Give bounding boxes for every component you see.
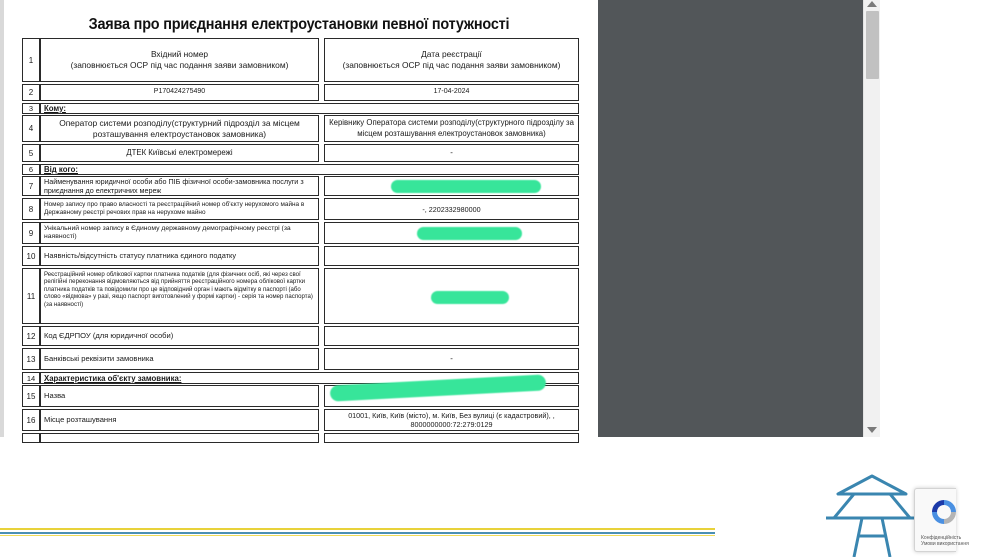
location-value: 01001, Київ, Київ (місто), м. Київ, Без вулиці (є кадастровий), , 8000000000:72:279:0129 <box>324 409 579 431</box>
document-title: Заява про приєднання електроустановки певної потужності <box>88 16 510 33</box>
demographic-register-value <box>324 222 579 244</box>
redaction-mark <box>391 180 541 193</box>
section-heading-from: Від кого: <box>40 164 579 175</box>
table-row <box>22 348 579 370</box>
incoming-number-header: Вхідний номер (заповнюється ОСР під час подання заяви замовником) <box>40 38 319 82</box>
object-name-label: Назва <box>40 385 319 407</box>
table-row <box>22 84 579 101</box>
customer-name-label: Найменування юридичної особи або ПІБ фізичної особи-замовника послуги з приєднання до електричних мереж <box>40 176 319 196</box>
row-number <box>22 433 40 443</box>
row-number: 2 <box>22 84 40 101</box>
row-number: 14 <box>22 372 40 384</box>
edrpou-label: Код ЄДРПОУ (для юридичної особи) <box>40 326 319 346</box>
operator-name: ДТЕК Київські електромережі <box>40 144 319 162</box>
table-row <box>22 409 579 431</box>
recaptcha-links[interactable] <box>921 535 981 548</box>
section-row <box>22 164 579 175</box>
property-record-label: Номер запису про право власності та реєстраційний номер об'єкту нерухомого майна в Державному реєстрі речових прав на нерухоме майно <box>40 198 319 220</box>
table-row <box>22 222 579 244</box>
property-record-value: -, 2202332980000 <box>324 198 579 220</box>
document-page <box>0 0 598 437</box>
section-row <box>22 103 579 114</box>
registration-date-header: Дата реєстрації (заповнюється ОСР під час подання заяви замовником) <box>324 38 579 82</box>
row-number: 10 <box>22 246 40 266</box>
row-number: 16 <box>22 409 40 431</box>
bank-details-label: Банківські реквізити замовника <box>40 348 319 370</box>
row-number: 1 <box>22 38 40 82</box>
operator-head-label: Керівнику Оператора системи розподілу(структурного підрозділу за місцем розташування електроустановок замовника) <box>324 115 579 142</box>
row-number: 8 <box>22 198 40 220</box>
single-tax-status-label: Наявність/відсутність статусу платника єдиного податку <box>40 246 319 266</box>
row-number: 11 <box>22 268 40 324</box>
table-row <box>22 268 579 324</box>
next-row-value <box>324 433 579 443</box>
edrpou-value <box>324 326 579 346</box>
table-row <box>22 246 579 266</box>
location-label: Місце розташування <box>40 409 319 431</box>
page-edge <box>0 0 4 437</box>
privacy-link[interactable]: Конфіденційність <box>921 535 962 541</box>
operator-head-value: - <box>324 144 579 162</box>
bank-details-value: - <box>324 348 579 370</box>
table-row <box>22 433 579 443</box>
footer-stripe-yellow <box>0 528 715 530</box>
power-pylon-icon <box>824 474 920 557</box>
redaction-mark <box>417 227 522 240</box>
row-number: 13 <box>22 348 40 370</box>
recaptcha-icon <box>929 497 959 527</box>
table-row <box>22 115 579 142</box>
demographic-register-label: Унікальний номер запису в Єдиному державному демографічному реєстрі (за наявності) <box>40 222 319 244</box>
table-row <box>22 144 579 162</box>
recaptcha-badge[interactable] <box>914 488 969 552</box>
redaction-mark <box>431 291 509 304</box>
table-row <box>22 176 579 196</box>
tax-id-label: Реєстраційний номер облікової картки платника податків (для фізичних осіб, які через свої релігійні переконання відмовляються від прийняття реєстраційного номера облікової картки платника податків та повідомили про це відповідний орган і мають відмітку в паспорті (або слово «відмова» у разі, якщо паспорт виготовлений у формі картки) - серія та номер паспорта) (за наявності) <box>40 268 319 324</box>
row-number: 6 <box>22 164 40 175</box>
section-heading-to: Кому: <box>40 103 579 114</box>
tax-id-value <box>324 268 579 324</box>
footer-stripe-blue <box>0 532 715 534</box>
viewer-background <box>598 0 863 437</box>
scroll-up-arrow-icon[interactable] <box>867 1 877 7</box>
row-number: 9 <box>22 222 40 244</box>
customer-name-value <box>324 176 579 196</box>
row-number: 12 <box>22 326 40 346</box>
table-row <box>22 38 579 82</box>
terms-link[interactable]: Умови використання <box>921 541 969 548</box>
row-number: 15 <box>22 385 40 407</box>
single-tax-status-value <box>324 246 579 266</box>
footer-stripe-yellow-thin <box>0 535 715 536</box>
incoming-number-value: P170424275490 <box>40 84 319 101</box>
vertical-scrollbar[interactable] <box>863 0 880 437</box>
scroll-down-arrow-icon[interactable] <box>867 427 877 433</box>
row-number: 3 <box>22 103 40 114</box>
next-row-label <box>40 433 319 443</box>
section-heading-object: Характеристика об'єкту замовника: <box>40 372 579 384</box>
row-number: 5 <box>22 144 40 162</box>
operator-label: Оператор системи розподілу(структурний підрозділ за місцем розташування електроустановок замовника) <box>40 115 319 142</box>
row-number: 4 <box>22 115 40 142</box>
registration-date-value: 17-04-2024 <box>324 84 579 101</box>
scrollbar-thumb[interactable] <box>866 11 879 79</box>
row-number: 7 <box>22 176 40 196</box>
table-row <box>22 198 579 220</box>
table-row <box>22 326 579 346</box>
